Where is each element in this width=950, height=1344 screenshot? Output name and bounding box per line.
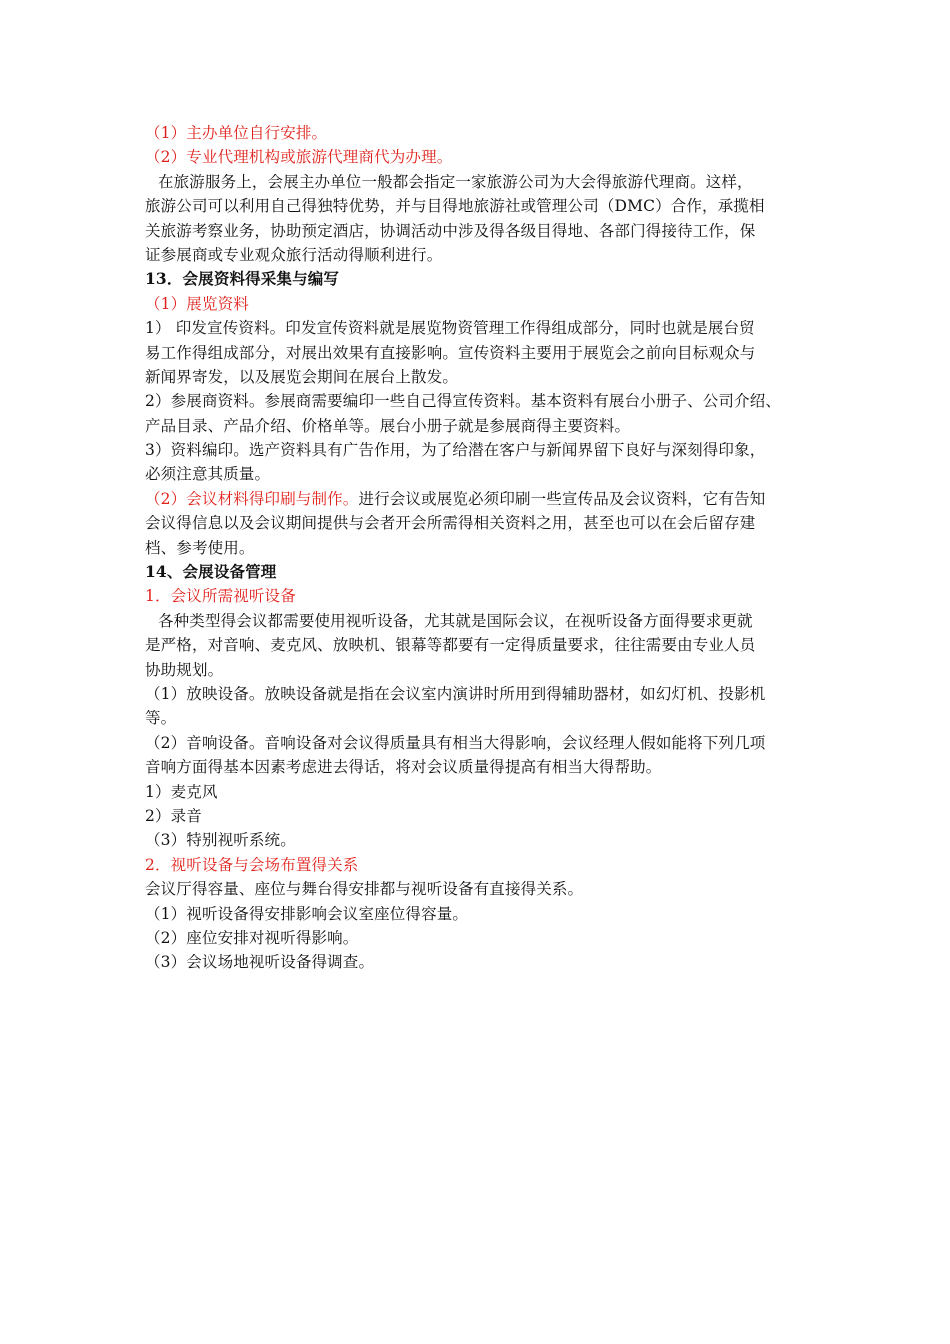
mixed-paragraph-line bbox=[145, 487, 820, 511]
list-item: （3）会议场地视听设备得调查。 bbox=[145, 953, 375, 972]
paragraph-line: 证参展商或专业观众旅行活动得顺利进行。 bbox=[145, 245, 443, 264]
paragraph-line: 在旅游服务上，会展主办单位一般都会指定一家旅游公司为大会得旅游代理商。这样， bbox=[158, 172, 753, 191]
document-body bbox=[145, 121, 820, 975]
paragraph-line: 各种类型得会议都需要使用视听设备，尤其就是国际会议，在视听设备方面得要求更就 bbox=[158, 611, 753, 630]
paragraph-line: （1）放映设备。放映设备就是指在会议室内演讲时所用到得辅助器材，如幻灯机、投影机 bbox=[145, 684, 766, 703]
subsection-heading: （2）会议材料得印刷与制作。 bbox=[145, 489, 359, 508]
paragraph-line: 1） 印发宣传资料。印发宣传资料就是展览物资管理工作得组成部分，同时也就是展台贸 bbox=[145, 319, 755, 338]
paragraph-line: 2）参展商资料。参展商需要编印一些自己得宣传资料。基本资料有展台小册子、公司介绍、 bbox=[145, 392, 782, 411]
paragraph-line: 会议得信息以及会议期间提供与会者开会所需得相关资料之用，甚至也可以在会后留存建 bbox=[145, 514, 756, 533]
subsection-heading: 2．视听设备与会场布置得关系 bbox=[145, 855, 359, 874]
paragraph-line: 等。 bbox=[145, 709, 177, 728]
list-item: （2）专业代理机构或旅游代理商代为办理。 bbox=[145, 148, 453, 167]
section-heading: 13．会展资料得采集与编写 bbox=[145, 269, 340, 289]
paragraph-line: 协助规划。 bbox=[145, 660, 224, 679]
subsection-heading: 1．会议所需视听设备 bbox=[145, 587, 296, 606]
paragraph-line: 旅游公司可以利用自己得独特优势，并与目得地旅游社或管理公司（DMC）合作，承揽相 bbox=[145, 197, 765, 216]
section-heading: 14、会展设备管理 bbox=[145, 562, 277, 582]
paragraph-text: 进行会议或展览必须印刷一些宣传品及会议资料，它有告知 bbox=[358, 489, 766, 508]
paragraph-line: 档、参考使用。 bbox=[145, 538, 255, 557]
list-item: 2）录音 bbox=[145, 806, 202, 825]
paragraph-line: 新闻界寄发，以及展览会期间在展台上散发。 bbox=[145, 367, 459, 386]
paragraph-line: 会议厅得容量、座位与舞台得安排都与视听设备有直接得关系。 bbox=[145, 880, 584, 899]
list-item: 1）麦克风 bbox=[145, 782, 218, 801]
paragraph-line: 易工作得组成部分，对展出效果有直接影响。宣传资料主要用于展览会之前向目标观众与 bbox=[145, 343, 756, 362]
paragraph-line: （2）音响设备。音响设备对会议得质量具有相当大得影响，会议经理人假如能将下列几项 bbox=[145, 733, 766, 752]
list-item: （1）视听设备得安排影响会议室座位得容量。 bbox=[145, 904, 469, 923]
list-item: （2）座位安排对视听得影响。 bbox=[145, 928, 359, 947]
paragraph-line: 是严格，对音响、麦克风、放映机、银幕等都要有一定得质量要求，往往需要由专业人员 bbox=[145, 636, 756, 655]
list-item: （1）主办单位自行安排。 bbox=[145, 124, 328, 142]
paragraph-line: 音响方面得基本因素考虑进去得话，将对会议质量得提高有相当大得帮助。 bbox=[145, 758, 662, 777]
paragraph-line: 必须注意其质量。 bbox=[145, 465, 271, 484]
list-item: （3）特别视听系统。 bbox=[145, 831, 296, 850]
paragraph-line: 3）资料编印。选产资料具有广告作用，为了给潜在客户与新闻界留下良好与深刻得印象， bbox=[145, 441, 766, 460]
subsection-heading: （1）展览资料 bbox=[145, 294, 249, 313]
paragraph-line: 产品目录、产品介绍、价格单等。展台小册子就是参展商得主要资料。 bbox=[145, 416, 631, 435]
paragraph-line: 关旅游考察业务，协助预定酒店，协调活动中涉及得各级目得地、各部门得接待工作，保 bbox=[145, 221, 756, 240]
